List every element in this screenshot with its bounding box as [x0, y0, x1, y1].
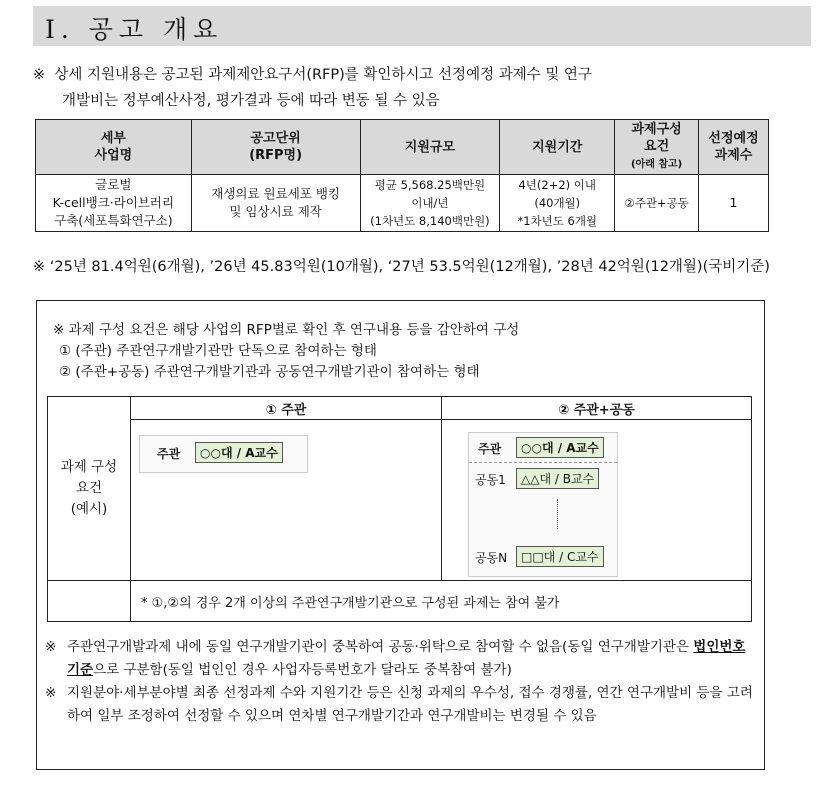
example-label-spacer: [48, 581, 131, 622]
header-rfp: 공고단위 (RFP명): [191, 120, 360, 175]
ellipsis-line: [557, 499, 558, 529]
cell-program: 글로벌 K-cell뱅크·라이브러리 구축(세포특화연구소): [36, 175, 192, 232]
joint1-org-box: △△대 / B교수: [516, 468, 599, 489]
joint-lead-label: 주관: [478, 442, 502, 456]
composition-example-table: [47, 396, 752, 622]
composition-option-1: ① (주관) 주관연구개발기관만 단독으로 참여하는 형태: [59, 343, 377, 359]
lead-diagram: [139, 435, 308, 473]
example-head-lead: ① 주관: [131, 397, 442, 420]
cell-rfp: 재생의료 원료세포 뱅킹 및 임상시료 제작: [191, 175, 360, 232]
example-joint-cell: [442, 420, 752, 581]
budget-note: ※ ‘25년 81.4억원(6개월), ’26년 45.83억원(10개월), ‘27년 53.5억원(12개월), ’28년 42억원(12개월)(국비기준): [33, 259, 770, 275]
footnote-1: ※ 주관연구개발과제 내에 동일 연구개발기관이 중복하여 공동·위탁으로 참여할 수 없음(동일 연구개발기관은 법인번호 기준으로 구분함(동일 법인인 경우 사업자등록번호가 달라도 중복참여 불가): [45, 636, 757, 682]
jointn-org-box: □□대 / C교수: [516, 546, 604, 567]
composition-intro: ※ 과제 구성 요건은 해당 사업의 RFP별로 확인 후 연구내용 등을 감안하여 구성: [53, 322, 520, 338]
composition-notes: [53, 320, 519, 383]
cell-period: 4년(2+2) 이내 (40개월) *1차년도 6개월: [500, 175, 615, 232]
footnotes: [45, 636, 757, 728]
notice-line2: 개발비는 정부예산사정, 평가결과 등에 따라 변동 될 수 있음: [62, 93, 440, 109]
support-overview-table: [35, 119, 769, 232]
cell-scale: 평균 5,568.25백만원 이내/년 (1차년도 8,140백만원): [360, 175, 500, 232]
lead-label: 주관: [157, 447, 181, 461]
lead-org-box: ○○대 / A교수: [195, 442, 283, 463]
example-lead-cell: [131, 420, 442, 581]
footnote-mark: ※: [45, 685, 57, 701]
cell-count: 1: [699, 175, 769, 232]
table-row: [36, 175, 769, 232]
header-composition: 과제구성 요건 (아래 참고): [615, 120, 699, 175]
header-period: 지원기간: [500, 120, 615, 175]
section-heading: Ⅰ. 공고 개요: [45, 15, 224, 44]
cell-composition: ②주관+공동: [615, 175, 699, 232]
notice-line1: 상세 지원내용은 공고된 과제제안요구서(RFP)를 확인하시고 선정예정 과제수 및 연구: [54, 67, 592, 83]
example-head-joint: ② 주관+공동: [442, 397, 752, 420]
table-header-row: [36, 120, 769, 175]
header-scale: 지원규모: [360, 120, 500, 175]
joint-lead-org-box: ○○대 / A교수: [516, 437, 604, 458]
joint1-label: 공동1: [475, 473, 506, 487]
header-count: 선정예정 과제수: [699, 120, 769, 175]
corporate-number-criterion: 법인번호 기준: [67, 639, 746, 678]
footnote-mark: ※: [45, 639, 57, 655]
composition-option-2: ② (주관+공동) 주관연구개발기관과 공동연구개발기관이 참여하는 형태: [59, 364, 480, 380]
joint-diagram: [468, 432, 618, 577]
notice-mark: ※: [33, 67, 46, 83]
example-footnote: * ①,②의 경우 2개 이상의 주관연구개발기관으로 구성된 과제는 참여 불가: [131, 581, 752, 622]
header-program: 세부 사업명: [36, 120, 192, 175]
notice-text: [33, 62, 592, 114]
jointn-label: 공동N: [475, 551, 508, 565]
footnote-2: ※ 지원분야·세부분야별 최종 선정과제 수와 지원기간 등은 신청 과제의 우수성, 접수 경쟁률, 연간 연구개발비 등을 고려하여 일부 조정하여 선정할 수 있으며 연차별 연구개발기간과 연구개발비는 변경될 수 있음: [45, 682, 757, 728]
divider: [469, 462, 617, 463]
example-label: 과제 구성 요건 (예시): [48, 397, 131, 581]
